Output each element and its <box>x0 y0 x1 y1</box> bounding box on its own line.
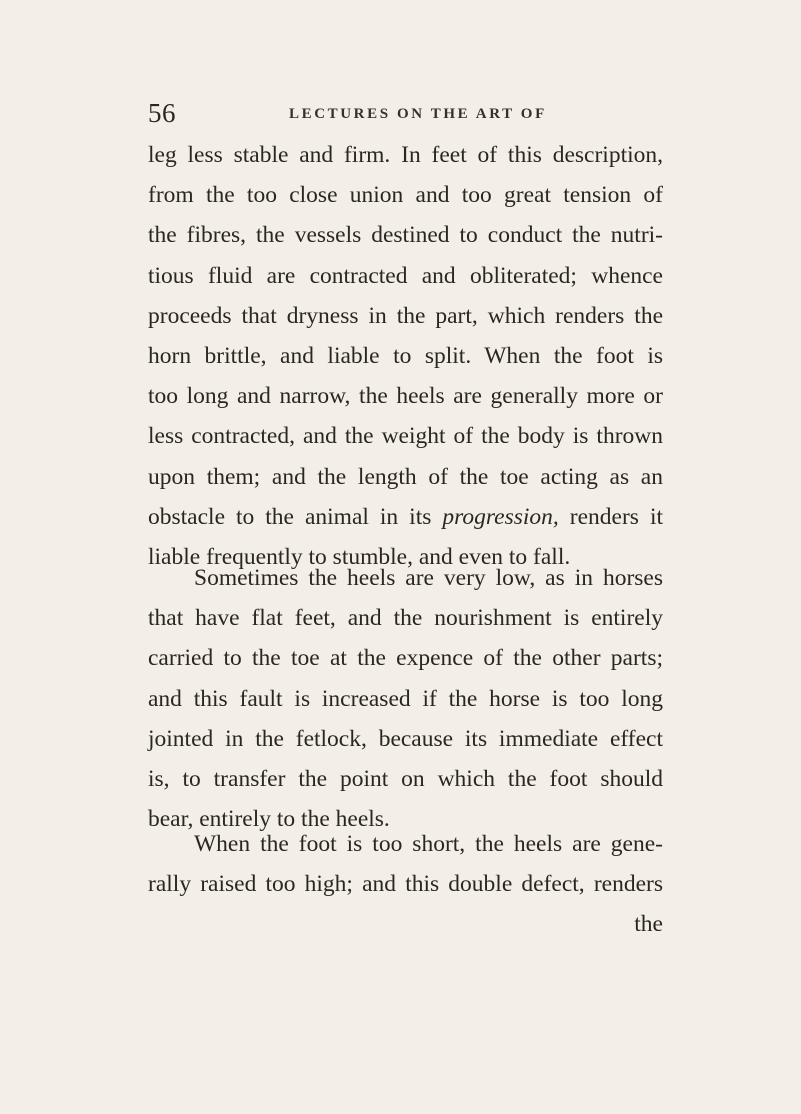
text-line: carried to the toe at the expence of the other parts; <box>148 645 663 672</box>
text-line: liable frequently to stumble, and even to fall. <box>148 544 571 571</box>
text-line: rally raised too high; and this double defect, renders <box>148 871 663 898</box>
text-line: When the foot is too short, the heels are gene- <box>194 831 663 857</box>
paragraph-3 <box>148 824 663 945</box>
text-segment: renders it <box>558 503 663 530</box>
text-line: bear, entirely to the heels. <box>148 806 390 833</box>
text-line: upon them; and the length of the toe acting as an <box>148 463 663 490</box>
text-line: that have flat feet, and the nourishment is entirely <box>148 605 663 632</box>
running-head: LECTURES ON THE ART OF <box>289 106 547 122</box>
text-line: the fibres, the vessels destined to conduct the nutri- <box>148 222 663 249</box>
text-line: horn brittle, and liable to split. When the foot is <box>148 343 663 370</box>
paragraph-2 <box>148 558 663 839</box>
text-segment: obstacle to the animal in its <box>148 503 443 530</box>
paragraph-1 <box>148 135 663 577</box>
text-line: Sometimes the heels are very low, as in horses <box>194 565 663 591</box>
text-line: tious fluid are contracted and obliterated; whence <box>148 262 663 289</box>
text-line: too long and narrow, the heels are generally more or <box>148 383 663 410</box>
page-number: 56 <box>148 98 176 128</box>
text-line: proceeds that dryness in the part, which renders the <box>148 302 663 329</box>
text-line: is, to transfer the point on which the foot should <box>148 766 663 793</box>
italic-word: progression, <box>442 503 559 530</box>
catchword: the <box>634 911 663 938</box>
text-line: less contracted, and the weight of the body is thrown <box>148 423 663 450</box>
text-line-with-italic <box>148 497 663 537</box>
text-line: jointed in the fetlock, because its immediate effect <box>148 725 663 752</box>
text-line: from the too close union and too great tension of <box>148 182 663 209</box>
text-line: and this fault is increased if the horse is too long <box>148 685 663 712</box>
text-line: leg less stable and firm. In feet of this description, <box>148 142 663 168</box>
